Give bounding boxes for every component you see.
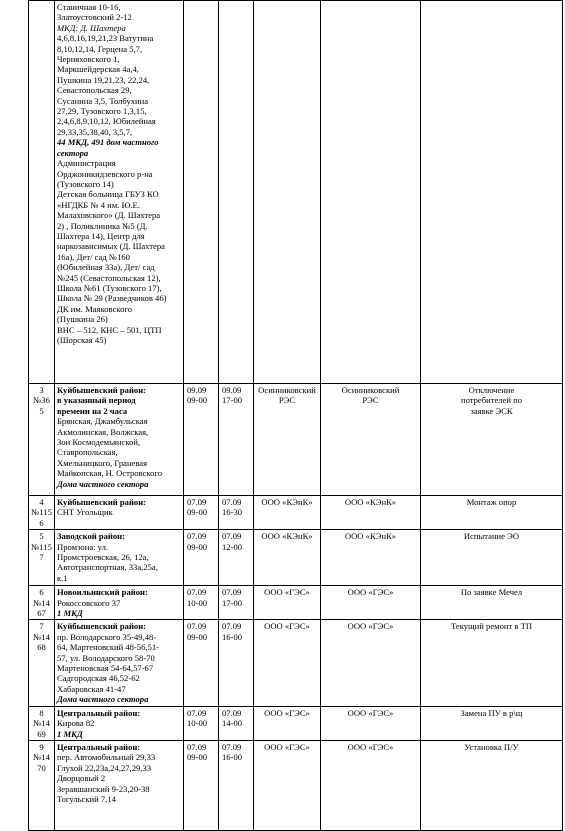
table-row bbox=[29, 620, 563, 706]
row-number-cell bbox=[29, 706, 55, 740]
text-line: ООО «КЭнК» bbox=[344, 497, 397, 507]
text-line: 09-00 bbox=[187, 631, 208, 642]
organization-cell bbox=[254, 620, 321, 706]
address-cell bbox=[55, 530, 184, 586]
empty-cell bbox=[254, 1, 321, 384]
text-line: Зеравшанский 9-23,20-38 bbox=[57, 783, 150, 794]
text-line: ООО «ГЭС» bbox=[264, 621, 310, 632]
reason-cell bbox=[421, 706, 563, 740]
text-line: Школа №61 (Тузовского 17), bbox=[57, 282, 162, 293]
text-line: 44 МКД, 491 дом частного bbox=[57, 137, 159, 148]
executor-cell bbox=[321, 740, 421, 830]
text-line: 10-00 bbox=[187, 718, 208, 729]
text-line: 3 bbox=[39, 385, 44, 395]
text-line: ООО «ГЭС» bbox=[264, 587, 310, 598]
text-line: Установка П/У bbox=[464, 741, 519, 752]
text-line: пер. Автомобильный 29,33 bbox=[57, 752, 156, 763]
text-line: в указанный период bbox=[57, 395, 136, 406]
text-line: 07.09 bbox=[187, 587, 207, 598]
text-line: ООО «КЭнК» bbox=[261, 497, 313, 507]
text-line: 07.09 bbox=[222, 497, 242, 507]
text-line: №1157 bbox=[31, 541, 52, 563]
text-line: 09-00 bbox=[187, 395, 208, 406]
text-line: СНТ Угольщик bbox=[57, 507, 113, 518]
text-line: ДК им. Маяковского bbox=[57, 303, 132, 314]
text-line: №365 bbox=[33, 395, 50, 416]
executor-cell bbox=[321, 496, 421, 530]
outage-schedule-table bbox=[28, 0, 563, 831]
text-line: 17-00 bbox=[222, 597, 243, 608]
address-cell bbox=[55, 706, 184, 740]
text-line: Детская больница ГБУЗ КО bbox=[57, 189, 159, 200]
text-line: 07.09 bbox=[222, 531, 242, 542]
end-time-cell bbox=[219, 586, 254, 620]
end-time-cell bbox=[219, 496, 254, 530]
end-time-cell bbox=[219, 706, 254, 740]
text-line: Ставропольская, bbox=[57, 447, 118, 458]
text-line: (Шорская 45) bbox=[57, 335, 107, 345]
text-line: Златоустовский 2-12 bbox=[57, 12, 132, 23]
text-line: Дворцовый 2 bbox=[57, 773, 106, 784]
text-line: Зои Космодемьянской, bbox=[57, 437, 141, 448]
table-row bbox=[29, 586, 563, 620]
row-number-cell bbox=[29, 530, 55, 586]
executor-cell bbox=[321, 530, 421, 586]
start-time-cell bbox=[184, 384, 219, 496]
text-line: 16-00 bbox=[222, 752, 243, 763]
address-cell bbox=[55, 1, 184, 384]
text-line: РЭС bbox=[362, 395, 379, 406]
text-line: «НГДКБ № 4 им. Ю.Е. bbox=[57, 199, 140, 210]
text-line: 09-00 bbox=[187, 541, 208, 552]
organization-cell bbox=[254, 706, 321, 740]
text-line: ООО «КЭнК» bbox=[261, 531, 313, 542]
executor-cell bbox=[321, 586, 421, 620]
row-number-cell bbox=[29, 1, 55, 384]
text-line: Центральный район: bbox=[57, 707, 141, 718]
text-line: 8 bbox=[39, 707, 44, 718]
text-line: 1 МКД bbox=[57, 728, 83, 739]
text-line: Брянская, Джамбульская bbox=[57, 416, 148, 427]
table-row bbox=[29, 496, 563, 530]
text-line: наркозависимых (Д. Шахтера bbox=[57, 241, 165, 252]
text-line: к.1 bbox=[57, 572, 68, 583]
text-line: Шахтера 14), Центр для bbox=[57, 230, 145, 241]
text-line: сектора bbox=[57, 147, 89, 158]
table-row bbox=[29, 530, 563, 586]
text-line: 07.09 bbox=[187, 741, 207, 752]
organization-cell bbox=[254, 740, 321, 830]
text-line: Замена ПУ в р\щ bbox=[460, 707, 523, 718]
reason-cell bbox=[421, 586, 563, 620]
reason-cell bbox=[421, 620, 563, 706]
text-line: Монтаж опор bbox=[466, 497, 517, 507]
end-time-cell bbox=[219, 530, 254, 586]
text-line: №1470 bbox=[33, 752, 50, 773]
text-line: 2) , Поликлиника №5 (Д. bbox=[57, 220, 148, 231]
text-line: 7 bbox=[39, 621, 44, 632]
text-line: Станичная 10-16, bbox=[57, 2, 121, 12]
text-line: Автотранспортная, 33а,25а, bbox=[57, 562, 158, 573]
text-line: Орджоникидзевского р-на bbox=[57, 168, 153, 179]
text-line: 07.09 bbox=[222, 587, 242, 598]
text-line: ООО «ГЭС» bbox=[347, 707, 394, 718]
text-line: (Пушкина 26) bbox=[57, 314, 108, 325]
text-line: 07.09 bbox=[187, 531, 207, 542]
row-number-cell bbox=[29, 586, 55, 620]
row-number-cell bbox=[29, 496, 55, 530]
text-line: 27,29, Тузовского 1,3,15, bbox=[57, 106, 147, 117]
text-line: ООО «ГЭС» bbox=[347, 741, 394, 752]
address-cell bbox=[55, 586, 184, 620]
text-line: Школа № 29 (Разведчиков 46) bbox=[57, 293, 167, 304]
text-line: Осинниковский bbox=[258, 385, 316, 395]
text-line: 9 bbox=[39, 741, 44, 752]
text-line: Промзона: ул. bbox=[57, 541, 109, 552]
text-line: 07.09 bbox=[222, 707, 242, 718]
text-line: 14-00 bbox=[222, 718, 243, 729]
text-line: 12-00 bbox=[222, 541, 243, 552]
text-line: Дома частного сектора bbox=[57, 478, 149, 489]
text-line: Маркшейдерская 4а,4, bbox=[57, 64, 139, 75]
address-cell bbox=[55, 384, 184, 496]
text-line: ООО «КЭнК» bbox=[344, 531, 397, 542]
text-line: Мартеновская 54-64,57-67 bbox=[57, 663, 154, 674]
address-cell bbox=[55, 496, 184, 530]
reason-cell bbox=[421, 384, 563, 496]
text-line: Рокоссовского 37 bbox=[57, 597, 121, 608]
empty-cell bbox=[184, 1, 219, 384]
text-line: Севастопольская 29, bbox=[57, 85, 132, 96]
text-line: потребителей по bbox=[460, 395, 523, 406]
organization-cell bbox=[254, 496, 321, 530]
text-line: ВНС – 512, КНС – 501, ЦТП bbox=[57, 324, 162, 335]
text-line: Майкопская, Н. Островского bbox=[57, 468, 163, 479]
text-line: 6 bbox=[39, 587, 44, 598]
text-line: №245 (Севастопольская 12), bbox=[57, 272, 161, 283]
text-line: 4,6,8,16,19,21,23 Ватутина bbox=[57, 33, 154, 44]
text-line: 09.09 bbox=[222, 385, 242, 395]
executor-cell bbox=[321, 384, 421, 496]
text-line: 07.09 bbox=[187, 621, 207, 632]
text-line: Черняховского 1, bbox=[57, 54, 120, 65]
table-row bbox=[29, 706, 563, 740]
text-line: Садгородская 46,52-62 bbox=[57, 673, 140, 684]
start-time-cell bbox=[184, 620, 219, 706]
text-line: ООО «ГЭС» bbox=[347, 621, 394, 632]
text-line: РЭС bbox=[278, 395, 296, 406]
text-line: заявке ЭСК bbox=[470, 405, 513, 416]
executor-cell bbox=[321, 706, 421, 740]
text-line: Заводской район: bbox=[57, 531, 125, 542]
text-line: 4 bbox=[39, 497, 44, 507]
text-line: 17-00 bbox=[222, 395, 243, 406]
text-line: времени на 2 часа bbox=[57, 405, 128, 416]
text-line: 07.09 bbox=[187, 707, 207, 718]
executor-cell bbox=[321, 620, 421, 706]
text-line: Центральный район: bbox=[57, 741, 141, 752]
text-line: Пушкина 19,21,23, 22,24, bbox=[57, 74, 150, 85]
reason-cell bbox=[421, 740, 563, 830]
start-time-cell bbox=[184, 586, 219, 620]
text-line: Куйбышевский район: bbox=[57, 621, 147, 632]
end-time-cell bbox=[219, 620, 254, 706]
text-line: ООО «ГЭС» bbox=[264, 707, 310, 718]
reason-cell bbox=[421, 530, 563, 586]
text-line: 09.09 bbox=[187, 385, 207, 395]
end-time-cell bbox=[219, 740, 254, 830]
text-line: ООО «ГЭС» bbox=[264, 741, 310, 752]
row-number-cell bbox=[29, 384, 55, 496]
text-line: (Юбилейная 33а), Дет/ сад bbox=[57, 262, 155, 273]
text-line: Сусанина 3,5, Толбухина bbox=[57, 95, 149, 106]
text-line: Куйбышевский район: bbox=[57, 385, 147, 395]
text-line: 09-00 bbox=[187, 507, 208, 518]
text-line: Малаховского» (Д. Шахтера bbox=[57, 210, 161, 221]
text-line: 07.09 bbox=[222, 621, 242, 632]
text-line: пр. Володарского 35-49,48- bbox=[57, 631, 157, 642]
text-line: 8,10,12,14, Герцена 5,7, bbox=[57, 43, 143, 54]
text-line: Акмолинская, Волжская, bbox=[57, 426, 149, 437]
text-line: 64, Мартеновский 48-56,51- bbox=[57, 642, 159, 653]
text-line: 09-00 bbox=[187, 752, 208, 763]
text-line: 2,4,6,8,9,10,12, Юбилейная bbox=[57, 116, 156, 127]
text-line: Кирова 82 bbox=[57, 718, 95, 729]
organization-cell bbox=[254, 586, 321, 620]
text-line: Глухой 22,23а,24,27,29,33 bbox=[57, 762, 152, 773]
text-line: 16-00 bbox=[222, 631, 243, 642]
text-line: 16-30 bbox=[222, 507, 243, 518]
empty-cell bbox=[219, 1, 254, 384]
text-line: №1469 bbox=[33, 718, 50, 739]
table-row bbox=[29, 384, 563, 496]
address-cell bbox=[55, 620, 184, 706]
text-line: Отключение bbox=[468, 385, 515, 395]
text-line: Хабаровская 41-47 bbox=[57, 683, 126, 694]
text-line: №1467 bbox=[33, 597, 50, 619]
start-time-cell bbox=[184, 706, 219, 740]
empty-cell bbox=[421, 1, 563, 384]
text-line: 1 МКД bbox=[57, 608, 83, 619]
text-line: Администрация bbox=[57, 158, 116, 169]
text-line: Новоильинский район: bbox=[57, 587, 148, 598]
text-line: ООО «ГЭС» bbox=[347, 587, 394, 598]
text-line: Испытание ЭО bbox=[463, 531, 520, 542]
table-row bbox=[29, 1, 563, 384]
text-line: Промстроевская, 26, 12а, bbox=[57, 552, 149, 563]
text-line: 57, ул. Володарского 58-70 bbox=[57, 652, 155, 663]
text-line: 07.09 bbox=[222, 741, 242, 752]
row-number-cell bbox=[29, 740, 55, 830]
empty-cell bbox=[321, 1, 421, 384]
start-time-cell bbox=[184, 740, 219, 830]
text-line: Осинниковский bbox=[341, 385, 400, 395]
text-line: По заявке Мечел bbox=[460, 587, 523, 598]
text-line: 07.09 bbox=[187, 497, 207, 507]
start-time-cell bbox=[184, 496, 219, 530]
text-line: 5 bbox=[39, 531, 44, 542]
text-line: Текущий ремонт в ТП bbox=[450, 621, 533, 632]
text-line: (Тузовского 14) bbox=[57, 178, 114, 189]
text-line: №1468 bbox=[33, 631, 50, 653]
reason-cell bbox=[421, 496, 563, 530]
end-time-cell bbox=[219, 384, 254, 496]
text-line: 10-00 bbox=[187, 597, 208, 608]
row-number-cell bbox=[29, 620, 55, 706]
text-line: №1156 bbox=[31, 507, 52, 528]
text-line: Дома частного сектора bbox=[57, 694, 149, 705]
table-row bbox=[29, 740, 563, 830]
organization-cell bbox=[254, 530, 321, 586]
address-cell bbox=[55, 740, 184, 830]
text-line: 16а), Дет/ сад №160 bbox=[57, 251, 130, 262]
text-line: Тогульский 7,14 bbox=[57, 793, 116, 804]
organization-cell bbox=[254, 384, 321, 496]
text-line: Хмельницкого, Граневая bbox=[57, 457, 148, 468]
text-line: Куйбышевский район: bbox=[57, 497, 147, 507]
text-line: 29,33,35,38,40, 3,5,7, bbox=[57, 126, 133, 137]
text-line: МКД: Д. Шахтера bbox=[57, 22, 126, 33]
start-time-cell bbox=[184, 530, 219, 586]
